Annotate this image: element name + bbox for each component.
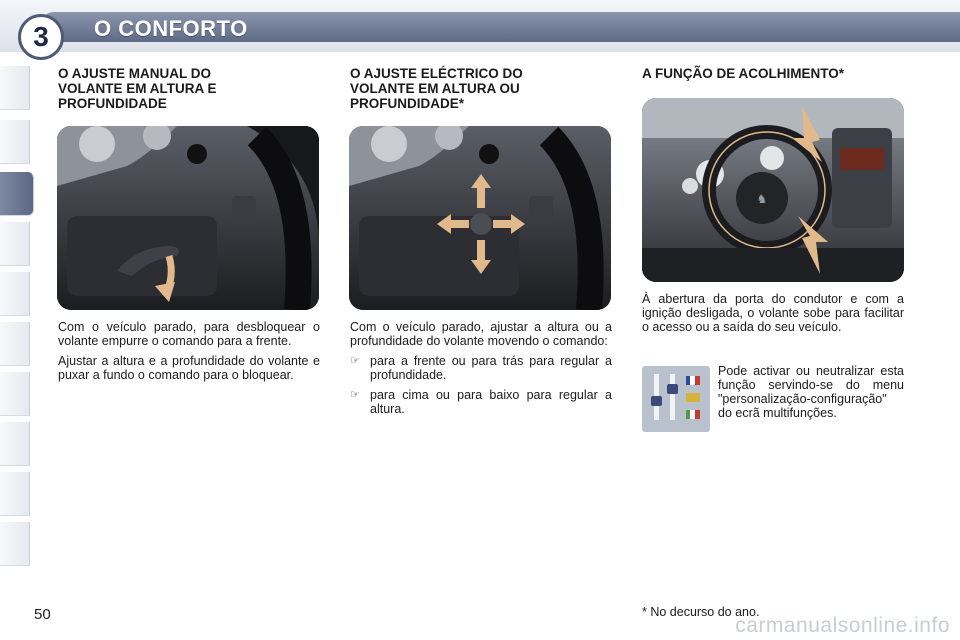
manual-adjust-text <box>58 320 320 388</box>
page-number: 50 <box>34 606 51 623</box>
watermark: carmanualsonline.info <box>735 614 950 637</box>
electric-adjust-bullet-1 <box>350 354 612 382</box>
electric-adjust-text <box>350 320 612 422</box>
chapter-tab-2[interactable] <box>0 120 30 164</box>
electric-adjust-section <box>350 66 612 111</box>
steering-wheel-illustration <box>642 98 904 282</box>
welcome-function-para-2: Pode activar ou neutralizar esta função servindo-se do menu "personalização-configuração" do ecrã multifunções. <box>718 364 904 420</box>
chapter-tab-8[interactable] <box>0 422 30 466</box>
welcome-function-section <box>642 66 904 81</box>
welcome-function-activation-text <box>718 364 904 426</box>
pointing-hand-icon: ☞ <box>350 388 360 401</box>
manual-lever-photo <box>57 126 319 310</box>
chapter-tab-4[interactable] <box>0 222 30 266</box>
electric-adjust-intro: Com o veículo parado, ajustar a altura ou a profundidade do volante movendo o comando: <box>350 320 612 348</box>
steering-wheel-photo <box>642 98 904 282</box>
manual-adjust-para-2: Ajustar a altura e a profundidade do volante e puxar a fundo o comando para o bloquear. <box>58 354 320 382</box>
electric-adjust-heading: O AJUSTE ELÉCTRICO DO VOLANTE EM ALTURA OU PROFUNDIDADE* <box>350 66 523 111</box>
personalisation-menu-icon <box>642 366 710 432</box>
chapter-tab-5[interactable] <box>0 272 30 316</box>
manual-adjust-heading: O AJUSTE MANUAL DO VOLANTE EM ALTURA E PROFUNDIDADE <box>58 66 217 111</box>
bullet-1-text: para a frente ou para trás para regular a profundidade. <box>370 354 612 382</box>
welcome-function-heading: A FUNÇÃO DE ACOLHIMENTO* <box>642 66 844 81</box>
chapter-number-badge: 3 <box>18 14 64 60</box>
pointing-hand-icon: ☞ <box>350 354 360 367</box>
chapter-tab-9[interactable] <box>0 472 30 516</box>
electric-control-illustration <box>349 126 611 310</box>
svg-text:♞: ♞ <box>756 192 768 206</box>
chapter-tab-6[interactable] <box>0 322 30 366</box>
chapter-side-tabs <box>0 66 34 574</box>
electric-adjust-bullet-2 <box>350 388 612 416</box>
welcome-function-text <box>642 292 904 340</box>
chapter-tab-10[interactable] <box>0 522 30 566</box>
settings-sliders-icon <box>642 366 710 432</box>
chapter-tab-7[interactable] <box>0 372 30 416</box>
manual-adjust-para-1: Com o veículo parado, para desbloquear o volante empurre o comando para a frente. <box>58 320 320 348</box>
chapter-tab-3-active[interactable] <box>0 172 34 216</box>
electric-control-photo <box>349 126 611 310</box>
chapter-title: O CONFORTO <box>94 16 248 41</box>
manual-adjust-section <box>58 66 320 111</box>
manual-lever-illustration <box>57 126 319 310</box>
bullet-2-text: para cima ou para baixo para regular a altura. <box>370 388 612 416</box>
welcome-function-para-1: À abertura da porta do condutor e com a ignição desligada, o volante sobe para facilitar o acesso ou a saída do seu veículo. <box>642 292 904 334</box>
chapter-tab-1[interactable] <box>0 66 30 110</box>
page-header <box>0 0 960 52</box>
footnote: * No decurso do ano. <box>642 605 760 619</box>
